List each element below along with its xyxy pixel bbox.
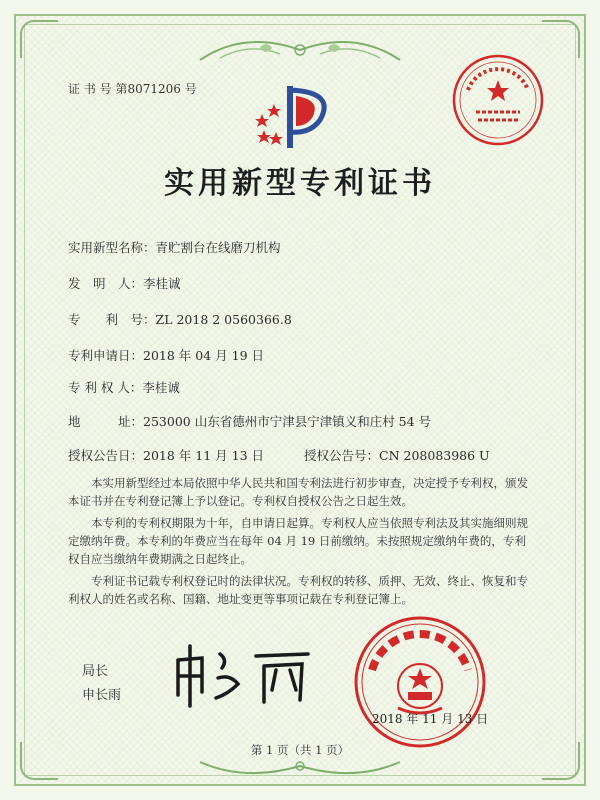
grant-date-value: 2018 年 11 月 13 日: [143, 448, 265, 463]
field-value: ZL 2018 2 0560366.8: [155, 312, 292, 327]
top-floral-ornament: [190, 30, 410, 70]
field-utility-model-name: [68, 238, 281, 256]
seal-date: 2018 年 11 月 13 日: [372, 712, 489, 726]
field-value: 李桂诚: [142, 380, 180, 395]
field-address: [68, 412, 431, 430]
field-patentee: [68, 378, 180, 396]
grant-number-label: 授权公告号：: [304, 448, 380, 463]
field-label: 专利申请日：: [68, 348, 144, 363]
certificate-body: [68, 474, 532, 612]
field-label: 地 址：: [68, 414, 144, 429]
body-paragraph: 专利证书记载专利权登记时的法律状况。专利权的转移、质押、无效、终止、恢复和专利权人的姓名或名称、国籍、地址变更等事项记载在专利登记簿上。: [68, 574, 528, 606]
field-grant-info: [68, 446, 490, 464]
field-label: 专 利 权 人：: [68, 380, 143, 395]
cnipa-logo: [250, 82, 340, 152]
field-value: 2018 年 04 月 19 日: [143, 348, 265, 363]
grant-number-value: CN 208083986 U: [379, 448, 490, 463]
handwritten-signature: [168, 640, 318, 710]
field-label: 实用新型名称：: [68, 240, 156, 255]
signatory-name: 申长雨: [82, 688, 122, 703]
tax-stamp-seal: [448, 50, 548, 150]
cnipa-official-seal: [350, 612, 490, 752]
page-number: 第 1 页（共 1 页）: [250, 743, 350, 757]
body-paragraph: 本实用新型经过本局依照中华人民共和国专利法进行初步审查，决定授予专利权，颁发本证书并在专利登记簿上予以登记。专利权自授权公告之日起生效。: [68, 476, 528, 508]
field-label: 发 明 人：: [68, 276, 144, 291]
field-value: 青贮割台在线磨刀机构: [155, 240, 281, 255]
corner-ornament: [20, 20, 58, 58]
field-filing-date: [68, 346, 264, 364]
field-value: 253000 山东省德州市宁津县宁津镇义和庄村 54 号: [143, 414, 432, 429]
bottom-floral-ornament: [190, 752, 410, 782]
field-value: 李桂诚: [143, 276, 181, 291]
field-inventor: [68, 274, 181, 292]
grant-date-label: 授权公告日：: [68, 448, 144, 463]
field-patent-number: [68, 310, 292, 328]
body-paragraph: 本专利的专利权期限为十年，自申请日起算。专利权人应当依照专利法及其实施细则规定缴纳年费。本专利的年费应当在每年 04 月 19 日前缴纳。未按照规定缴纳年费的，专利权自应当缴纳年费期满之日起终止。: [68, 516, 528, 566]
field-label: 专 利 号：: [68, 312, 156, 327]
certificate-title: 实用新型专利证书: [164, 166, 436, 201]
signatory-title: 局长: [82, 664, 109, 679]
certificate-number: 证 书 号 第8071206 号: [68, 82, 197, 96]
